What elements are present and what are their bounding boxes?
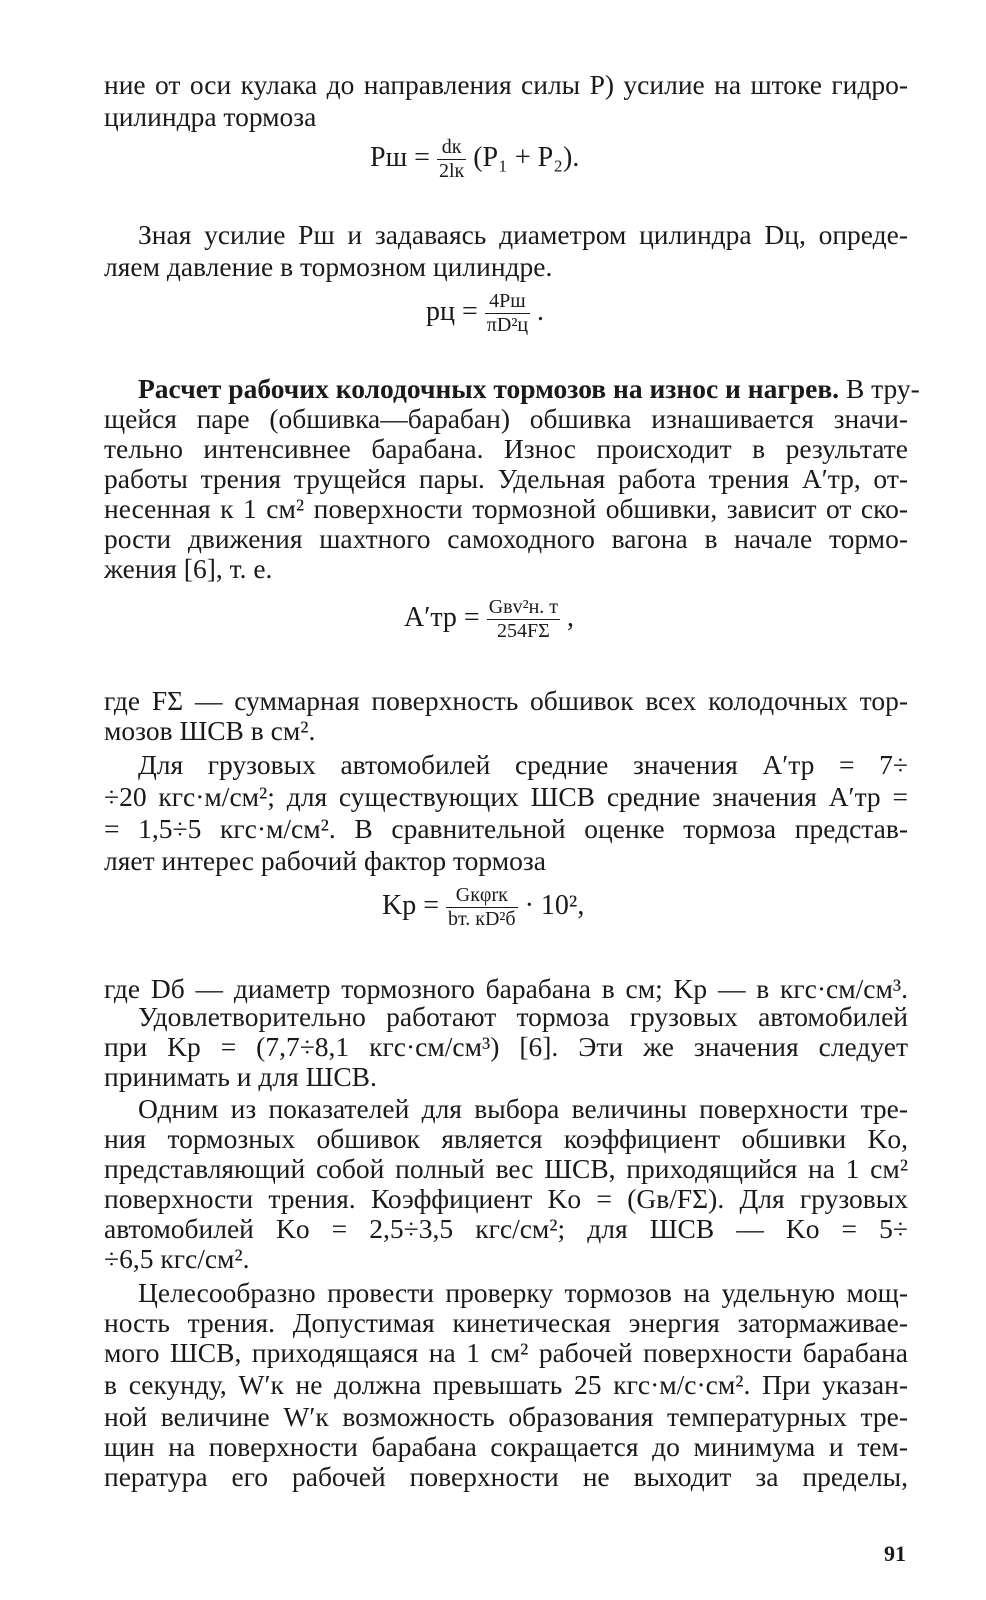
text-line: цилиндра тормоза: [104, 101, 317, 132]
text-line: щин на поверхности барабана сокращается до минимума и тем-: [104, 1431, 908, 1462]
formula-numerator: dк: [441, 136, 462, 158]
text-line: ÷6,5 кгс/см².: [104, 1243, 250, 1274]
formula-working-factor: [382, 884, 584, 931]
text-line: представляющий собой полный вес ШСВ, приходящийся на 1 см²: [104, 1153, 908, 1184]
text-line: ляет интерес рабочий фактор тормоза: [104, 845, 546, 876]
text-line: ляем давление в тормозном цилиндре.: [104, 251, 553, 282]
text-line: ния тормозных обшивок является коэффициент обшивки Kо,: [104, 1123, 908, 1154]
text-line: ность трения. Допустимая кинетическая энергия затормаживае-: [104, 1307, 908, 1338]
formula-numerator: 4Pш: [489, 290, 526, 312]
formula-rhs: ,: [567, 601, 575, 633]
text-line: Одним из показателей для выбора величины поверхности тре-: [138, 1093, 908, 1124]
formula-cylinder-pressure: [426, 290, 544, 337]
formula-fraction: [487, 596, 560, 643]
formula-denominator: bт. кD²б: [448, 908, 516, 930]
section-heading: Расчет рабочих колодочных тормозов на износ и нагрев.: [138, 373, 840, 404]
formula-fraction: [485, 290, 530, 337]
formula-brake-rod-force: [370, 136, 579, 183]
text-line: в секунду, W′к не должна превышать 25 кгс·м/с·см². При указан-: [104, 1369, 908, 1400]
formula-lhs: Kр =: [382, 889, 440, 921]
text-line: несенная к 1 см² поверхности тормозной обшивки, зависит от ско-: [104, 493, 908, 524]
text-line: пература его рабочей поверхности не выходит за пределы,: [104, 1461, 908, 1492]
formula-numerator: Gвv²н. т: [488, 596, 559, 618]
text-line: поверхности трения. Коэффициент Kо = (Gв/FΣ). Для грузовых: [104, 1183, 908, 1214]
text-line: Удовлетворительно работают тормоза грузовых автомобилей: [138, 1001, 908, 1032]
formula-rhs: · 10²,: [524, 889, 585, 921]
text-line: ние от оси кулака до направления силы P) усилие на штоке гидро-: [104, 69, 908, 100]
text-line: жения [6], т. е.: [104, 553, 273, 584]
text-line: Зная усилие Pш и задаваясь диаметром цилиндра Dц, опреде-: [138, 219, 908, 250]
text-line: Для грузовых автомобилей средние значения A′тр = 7÷: [138, 749, 908, 780]
text-line: ÷20 кгс·м/см²; для существующих ШСВ средние значения A′тр =: [104, 781, 908, 812]
text-line: автомобилей Kо = 2,5÷3,5 кгс/см²; для ШСВ — Kо = 5÷: [104, 1213, 908, 1244]
formula-rhs: .: [537, 295, 545, 327]
text-line: принимать и для ШСВ.: [104, 1061, 377, 1092]
text-line: при Kр = (7,7÷8,1 кгс·см/см³) [6]. Эти же значения следует: [104, 1031, 908, 1062]
formula-rhs: (P₁ + P₂).: [473, 141, 580, 173]
text-line: мозов ШСВ в см².: [104, 715, 316, 746]
formula-fraction: [437, 136, 466, 183]
text-line: мого ШСВ, приходящаяся на 1 см² рабочей поверхности барабана: [104, 1337, 908, 1368]
formula-lhs: A′тр =: [404, 601, 480, 633]
heading-tail: В тру-: [845, 373, 920, 404]
formula-denominator: 2lк: [438, 160, 465, 182]
text-line: щейся паре (обшивка—барабан) обшивка изнашивается значи-: [104, 403, 908, 434]
text-line: = 1,5÷5 кгс·м/см². В сравнительной оценке тормоза представ-: [104, 813, 908, 844]
formula-numerator: Gкφrк: [455, 884, 508, 906]
text-line: где FΣ — суммарная поверхность обшивок всех колодочных тор-: [104, 685, 908, 716]
text-line: рости движения шахтного самоходного вагона в начале тормо-: [104, 523, 908, 554]
formula-specific-friction-work: [404, 596, 574, 643]
page-number: 91: [884, 1541, 906, 1566]
formula-denominator: 254FΣ: [487, 619, 560, 643]
text-line: работы трения трущейся пары. Удельная работа трения A′тр, от-: [104, 463, 908, 494]
formula-lhs: pц =: [426, 295, 478, 327]
text-line: Целесообразно провести проверку тормозов на удельную мощ-: [138, 1277, 908, 1308]
formula-denominator: πD²ц: [486, 314, 529, 336]
formula-fraction: [446, 884, 518, 931]
text-line: тельно интенсивнее барабана. Износ происходит в результате: [104, 433, 908, 464]
text-line: где Dб — диаметр тормозного барабана в см; Kр — в кгс·см/см³.: [104, 973, 908, 1004]
text-line: ной величине W′к возможность образования температурных тре-: [104, 1401, 908, 1432]
formula-lhs: Pш =: [370, 141, 430, 173]
